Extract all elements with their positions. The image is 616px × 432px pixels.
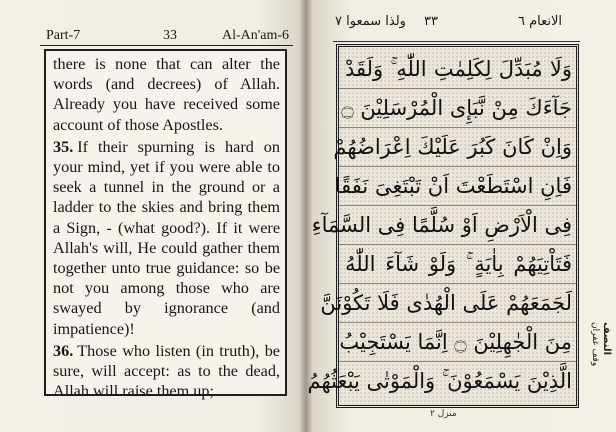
line-divider bbox=[339, 166, 576, 167]
arabic-page-number: ٣٣ bbox=[424, 14, 438, 29]
line-divider bbox=[339, 244, 576, 245]
arabic-line: مِنَ الْجٰهِلِيْنَ ۝ اِنَّمَا يَسْتَجِيْبُ bbox=[339, 330, 572, 354]
header-divider bbox=[40, 45, 293, 46]
surah-label: Al-An'am-6 bbox=[222, 28, 290, 43]
paragraph-text: Those who listen (in truth), be sure, will accept: as to the dead, Allah will raise them up; bbox=[53, 341, 280, 401]
arabic-line: جَآءَكَ مِنْ نَّبَإِى الْمُرْسَلِيْنَ ۝ bbox=[341, 96, 572, 120]
translation-paragraph bbox=[53, 54, 280, 135]
margin-note: النصف bbox=[601, 322, 612, 356]
arabic-header-left: ولذا سمعوا ٧ bbox=[335, 14, 406, 29]
verse-number: 36. bbox=[53, 341, 74, 360]
arabic-header-divider bbox=[333, 41, 580, 42]
translation-box bbox=[44, 49, 287, 401]
paragraph-text: there is none that can alter the words (and decrees) of Allah. Already you have received some account of those Apostles. bbox=[53, 55, 280, 134]
line-divider bbox=[339, 127, 576, 128]
line-divider bbox=[339, 322, 576, 323]
line-divider bbox=[339, 205, 576, 206]
line-divider bbox=[339, 88, 576, 89]
paragraph-text: If their spurning is hard on your mind, yet if you were able to seek a tunnel in the ground or a ladder to the skies and bring them a Sign, - (what good?). If it were Allah's will, He could gather them together unto true guidance: so be not you among those who are swayed by ignorance (and impatience)! bbox=[53, 137, 280, 338]
arabic-line: فِى الْاَرْضِ اَوْ سُلَّمًا فِى السَّمَآءِ bbox=[311, 213, 572, 237]
line-divider bbox=[339, 283, 576, 284]
page-number: 33 bbox=[163, 28, 177, 43]
translation-paragraph bbox=[53, 341, 280, 402]
arabic-line: وَاِنْ كَانَ كَبُرَ عَلَيْكَ اِعْرَاضُهُمْ bbox=[333, 135, 572, 159]
line-divider bbox=[339, 361, 576, 362]
part-label: Part-7 bbox=[46, 28, 81, 43]
arabic-text-frame bbox=[307, 44, 579, 408]
arabic-line: فَتَاْتِيَهُمْ بِاٰيَةٍ ۚ وَلَوْ شَآءَ اللّٰهُ bbox=[345, 252, 572, 276]
translation-paragraph bbox=[53, 137, 280, 339]
verse-number: 35. bbox=[53, 137, 74, 156]
arabic-surah-label: الانعام ٦ bbox=[518, 14, 563, 29]
arabic-line: لَجَمَعَهُمْ عَلَى الْهُدٰى فَلَا تَكُوْنَنَّ bbox=[320, 291, 572, 315]
margin-note: وقف غفران bbox=[590, 322, 600, 367]
arabic-line: فَاِنِ اسْتَطَعْتَ اَنْ تَبْتَغِىَ نَفَقًا bbox=[334, 174, 572, 198]
arabic-line: وَلَا مُبَدِّلَ لِكَلِمٰتِ اللّٰهِ ۚ وَلَقَدْ bbox=[345, 57, 572, 81]
arabic-line: الَّذِيْنَ يَسْمَعُوْنَ ۚ وَالْمَوْتٰى يَبْعَثُهُمُ bbox=[307, 369, 572, 393]
manzil-marker: منزل ٢ bbox=[430, 409, 457, 419]
